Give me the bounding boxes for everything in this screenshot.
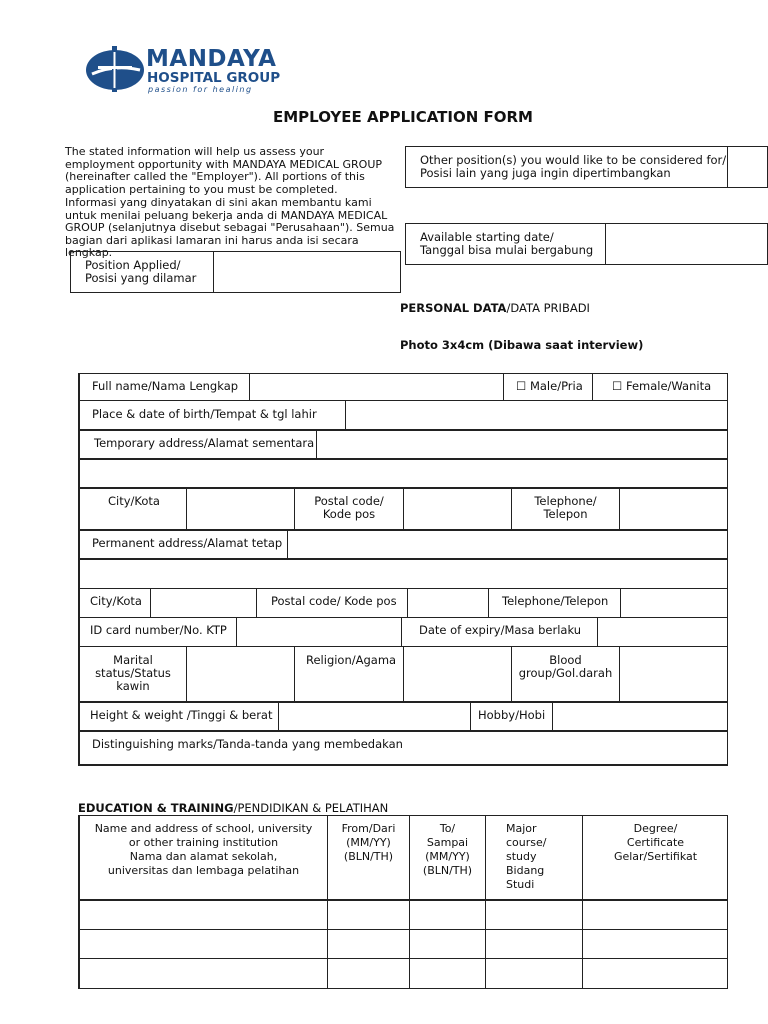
blood-field[interactable] [620,647,726,701]
height-weight-field[interactable] [279,703,470,730]
edu-col-degree: Degree/ Certificate Gelar/Sertifikat [613,822,698,863]
education-heading-rest: /PENDIDIKAN & PELATIHAN [233,801,389,815]
expiry-label: Date of expiry/Masa berlaku [419,623,582,637]
postal-label-1: Postal code/ Kode pos [314,494,384,521]
city-label-1: City/Kota [108,494,160,508]
starting-date-box [405,223,768,265]
personal-data-table [78,373,728,766]
edu-row-1[interactable] [80,901,726,929]
logo-subname: HOSPITAL GROUP [147,70,281,86]
starting-date-field[interactable] [606,224,767,264]
position-applied-box [70,251,401,293]
perm-address-label: Permanent address/Alamat tetap [92,536,283,550]
hobby-field[interactable] [553,703,726,730]
marital-label: Marital status/Status kawin [95,653,171,693]
city-field-2[interactable] [151,589,256,617]
edu-col-to: To/ Sampai (MM/YY) (BLN/TH) [422,822,473,877]
phone-field-2[interactable] [621,589,726,617]
logo-tagline: passion for healing [148,85,253,94]
logo-emblem-icon [84,44,146,94]
temp-address-line2[interactable] [80,460,726,487]
intro-english: The stated information will help us assess your employment opportunity with MANDAYA MEDICAL GROUP (hereinafter called the "Employer"). All portions of this application pertaining to you must be completed. [65,145,383,196]
full-name-field[interactable] [250,373,502,400]
full-name-label: Full name/Nama Lengkap [92,379,239,393]
city-field-1[interactable] [187,489,293,529]
marital-field[interactable] [187,647,293,701]
religion-field[interactable] [404,647,510,701]
photo-note: Photo 3x4cm (Dibawa saat interview) [400,338,644,352]
education-table [78,815,728,989]
blood-label: Blood group/Gol.darah [518,653,613,680]
expiry-field[interactable] [598,618,726,646]
intro-indonesian: Informasi yang dinyatakan di sini akan membantu kami untuk menilai peluang bekerja anda di MANDAYA MEDICAL GROUP (selanjutnya disebut sebagai "Perusahaan"). Semua bagian dari aplikasi lamaran ini harus anda isi secara lengkap. [65,196,395,259]
hobby-label: Hobby/Hobi [478,708,546,722]
perm-address-line2[interactable] [80,560,726,588]
id-card-field[interactable] [237,618,401,646]
birth-label: Place & date of birth/Tempat & tgl lahir [92,407,317,421]
temp-address-field[interactable] [317,431,726,458]
position-applied-field[interactable] [214,252,400,292]
temp-address-label: Temporary address/Alamat sementara [94,436,315,450]
city-label-2: City/Kota [90,594,142,608]
other-positions-box [405,146,768,188]
logo-name: MANDAYA [146,46,277,72]
edu-row-3[interactable] [80,959,726,988]
starting-date-label: Available starting date/ Tanggal bisa mulai bergabung [420,230,594,257]
birth-field[interactable] [346,401,726,429]
edu-col-major: Major course/ study Bidang Studi [506,822,547,891]
postal-field-2[interactable] [408,589,488,617]
logo [84,42,324,98]
other-positions-label: Other position(s) you would like to be considered for/ Posisi lain yang juga ingin dipertimbangkan [420,153,727,180]
postal-label-2: Postal code/ Kode pos [271,594,397,608]
position-applied-label: Position Applied/ Posisi yang dilamar [85,258,197,285]
personal-data-heading-rest: /DATA PRIBADI [506,301,590,315]
education-heading [78,801,388,815]
edu-col-from: From/Dari (MM/YY) (BLN/TH) [341,822,396,863]
edu-row-2[interactable] [80,930,726,958]
personal-data-heading [400,301,590,315]
education-heading-bold: EDUCATION & TRAINING [78,801,234,815]
female-checkbox[interactable]: ☐ Female/Wanita [612,379,712,393]
other-positions-field[interactable] [728,147,767,187]
male-checkbox[interactable]: ☐ Male/Pria [516,379,583,393]
personal-data-heading-bold: PERSONAL DATA [400,301,507,315]
religion-label: Religion/Agama [306,653,397,667]
page-title: EMPLOYEE APPLICATION FORM [273,108,533,126]
phone-field-1[interactable] [620,489,726,529]
height-weight-label: Height & weight /Tinggi & berat [90,708,273,722]
marks-label: Distinguishing marks/Tanda-tanda yang membedakan [92,737,403,751]
perm-address-field[interactable] [288,531,726,558]
id-card-label: ID card number/No. KTP [90,623,227,637]
phone-label-1: Telephone/ Telepon [534,494,597,521]
postal-field-1[interactable] [404,489,510,529]
edu-col-school: Name and address of school, university or other training institution Nama dan alamat sekolah, universitas dan lembaga pelatihan [94,822,313,877]
phone-label-2: Telephone/Telepon [502,594,609,608]
